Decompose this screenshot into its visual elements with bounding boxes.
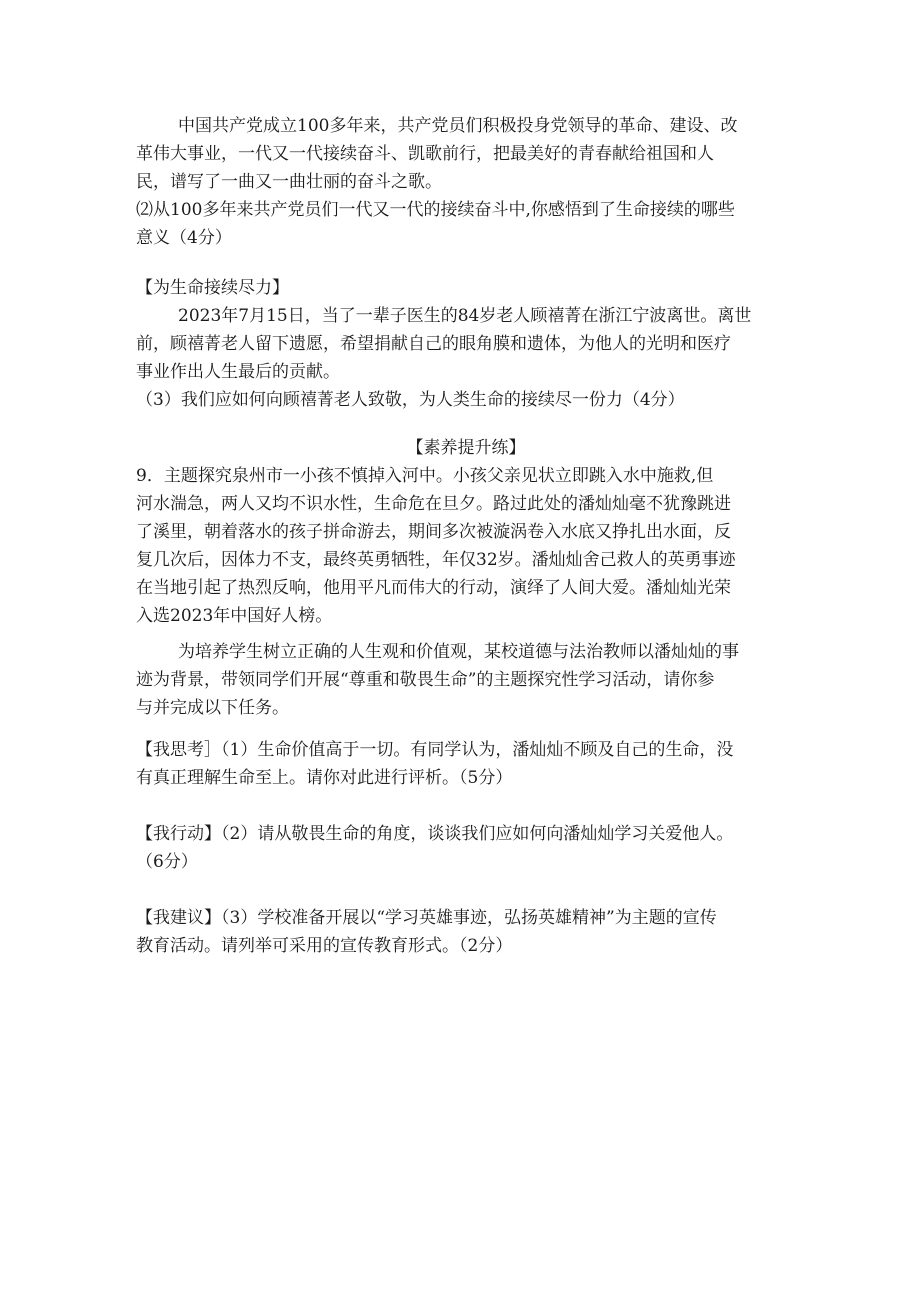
passage-line: 在当地引起了热烈反响，他用平凡而伟大的行动，演绎了人间大爱。潘灿灿光荣 <box>136 578 731 598</box>
passage-line: 入选2023年中国好人榜。 <box>136 606 333 626</box>
passage-line: 河水湍急，两人又均不识水性，生命危在旦夕。路过此处的潘灿灿毫不犹豫跳进 <box>136 494 731 514</box>
section-heading-life-continuation: 【为生命接续尽力】 <box>136 278 289 298</box>
task-line: 【我建议】（3）学校准备开展以“学习英雄事迹，弘扬英雄精神”为主题的宣传 <box>136 908 717 928</box>
question-2-line: 意义（4分） <box>136 228 232 248</box>
intro-line: 中国共产党成立100多年来，共产党员们积极投身党领导的革命、建设、改 <box>178 116 738 136</box>
task-think <box>136 736 796 792</box>
question-2 <box>136 196 796 252</box>
passage-line: 复几次后，因体力不支，最终英勇牺牲，年仅32岁。潘灿灿舍己救人的英勇事迹 <box>136 550 736 570</box>
task-line: 教育活动。请列举可采用的宣传教育形式。（2分） <box>136 936 513 956</box>
task-line: 【我思考］（1）生命价值高于一切。有同学认为，潘灿灿不顾及自己的生命，没 <box>136 740 734 760</box>
paragraph-line: 事业作出人生最后的贡献。 <box>136 362 340 382</box>
passage-line: 9．主题探究泉州市一小孩不慎掉入河中。小孩父亲见状立即跳入水中施救,但 <box>136 466 714 486</box>
paragraph-line: 为培养学生树立正确的人生观和价值观，某校道德与法治教师以潘灿灿的事 <box>178 642 739 662</box>
section-heading-improvement: 【素养提升练】 <box>406 438 526 458</box>
task-line: 有真正理解生命至上。请你对此进行评析。（5分） <box>136 768 513 788</box>
question-3: （3）我们应如何向顾禧菁老人致敬，为人类生命的接续尽一份力（4分） <box>136 390 685 410</box>
question-2-line: ⑵从100多年来共产党员们一代又一代的接续奋斗中,你感悟到了生命接续的哪些 <box>136 200 735 220</box>
paragraph-line: 前，顾禧菁老人留下遗愿，希望捐献自己的眼角膜和遗体，为他人的光明和医疗 <box>136 334 731 354</box>
task-suggest <box>136 904 796 960</box>
question-9-passage <box>136 462 796 630</box>
task-line: （6分） <box>136 852 198 872</box>
background-paragraph <box>136 638 796 722</box>
intro-line: 革伟大事业，一代又一代接续奋斗、凯歌前行，把最美好的青春献给祖国和人 <box>136 144 714 164</box>
task-line: 【我行动】（2）请从敬畏生命的角度，谈谈我们应如何向潘灿灿学习关爱他人。 <box>136 824 734 844</box>
paragraph-line: 与并完成以下任务。 <box>136 698 289 718</box>
paragraph-line: 迹为背景，带领同学们开展“尊重和敬畏生命”的主题探究性学习活动，请你参 <box>136 670 715 690</box>
paragraph-line: 2023年7月15日，当了一辈子医生的84岁老人顾禧菁在浙江宁波离世。离世 <box>178 306 752 326</box>
passage-line: 了溪里，朝着落水的孩子拼命游去，期间多次被漩涡卷入水底又挣扎出水面，反 <box>136 522 731 542</box>
gu-xijing-paragraph <box>136 302 796 386</box>
task-act <box>136 820 796 876</box>
intro-paragraph <box>136 112 796 196</box>
document-page <box>136 112 796 960</box>
intro-line: 民，谱写了一曲又一曲壮丽的奋斗之歌。 <box>136 172 442 192</box>
